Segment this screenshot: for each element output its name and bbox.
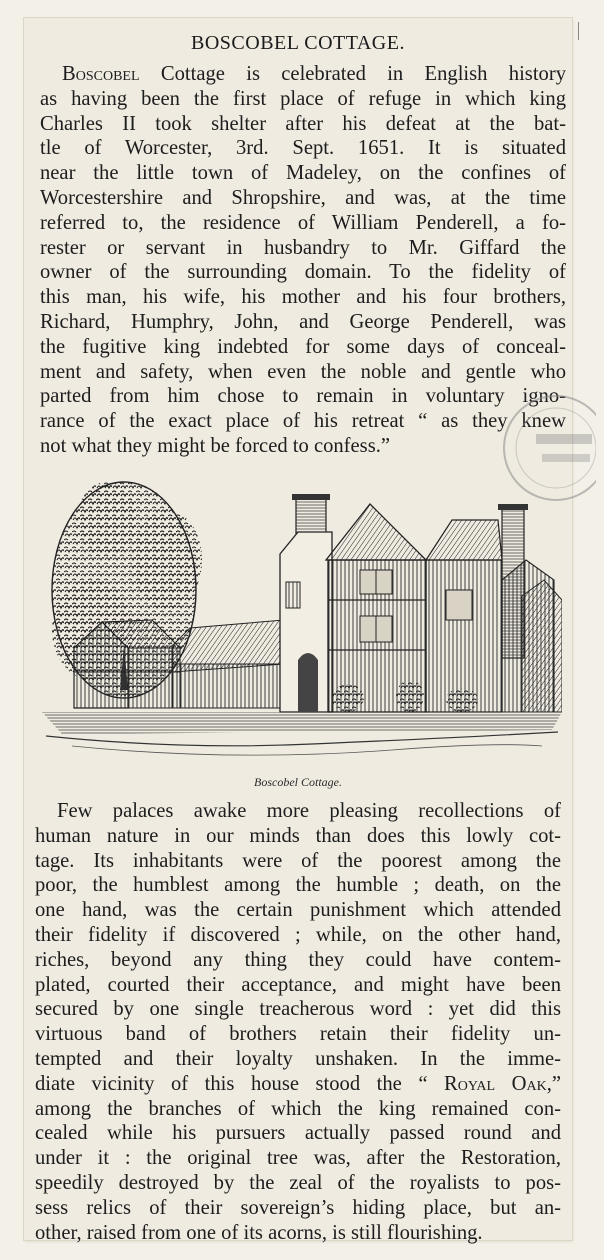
text-line: owner of the surrounding domain. To the fidelity of — [40, 261, 566, 284]
article-title: BOSCOBEL COTTAGE. — [191, 32, 405, 54]
text-line: Boscobel Cottage is celebrated in English history — [62, 63, 566, 85]
text-line: the fugitive king indebted for some days of conceal- — [40, 335, 566, 358]
text-line: rester or servant in husbandry to Mr. Giffard the — [40, 236, 566, 259]
text-line: parted from him chose to remain in voluntary igno- — [40, 385, 566, 408]
text-line: Richard, Humphry, John, and George Penderell, was — [40, 310, 566, 333]
text-line: not what they might be forced to confess.” — [40, 434, 390, 457]
text-line: ment and safety, when even the noble and gentle who — [40, 360, 566, 383]
text-line: human nature in our minds than does this lowly cot- — [35, 824, 561, 847]
text-line: plated, courted their acceptance, and might have been — [35, 973, 561, 996]
royal-oak: Royal Oak,” — [444, 1072, 561, 1095]
text-line: poor, the humblest among the humble ; death, on the — [35, 874, 561, 897]
text-line: tempted and their loyalty unshaken. In the imme- — [35, 1047, 561, 1070]
text-line: Few palaces awake more pleasing recollections of — [57, 800, 561, 822]
text-line: other, raised from one of its acorns, is still flourishing. — [35, 1221, 483, 1244]
text-line: one hand, was the certain punishment which attended — [35, 899, 561, 922]
dropword: Boscobel — [62, 63, 140, 85]
text-line: cealed while his pursuers actually passed round and — [35, 1122, 561, 1145]
barn-left — [74, 620, 180, 708]
ground — [42, 712, 562, 755]
text-line: as having been the first place of refuge in which king — [40, 87, 566, 110]
text-line: near the little town of Madeley, on the confines of — [40, 162, 566, 185]
edge-mark — [578, 22, 579, 40]
shed — [172, 620, 284, 708]
text-line: under it : the original tree was, after the Restoration, — [35, 1147, 561, 1170]
newspaper-clipping — [24, 18, 572, 1244]
text-line: diate vicinity of this house stood the “ Royal Oak,” — [35, 1072, 561, 1095]
text-line: this man, his wife, his mother and his four brothers, — [40, 286, 566, 309]
text-line: virtuous band of brothers retain their fidelity un- — [35, 1023, 561, 1046]
text-line: Worcestershire and Shropshire, and was, at the time — [40, 186, 566, 209]
text-line: their fidelity if discovered ; while, on the other hand, — [35, 923, 561, 946]
text-line: speedily destroyed by the zeal of the royalists to pos- — [35, 1171, 561, 1194]
text-line: referred to, the residence of William Penderell, a fo- — [40, 211, 566, 234]
text-line: tle of Worcester, 3rd. Sept. 1651. It is situated — [40, 137, 566, 160]
paragraph-2 — [35, 799, 561, 1245]
text-line: rance of the exact place of his retreat “ as they knew — [40, 410, 566, 433]
text-line: tage. Its inhabitants were of the poorest among the — [35, 849, 561, 872]
text-line: secured by one single treacherous word : yet did this — [35, 998, 561, 1021]
text-line: Charles II took shelter after his defeat at the bat- — [40, 112, 566, 135]
text-line: riches, beyond any thing they could have contem- — [35, 948, 561, 971]
text-line: sess relics of their sovereign’s hiding place, but an- — [35, 1196, 561, 1219]
text-line: among the branches of which the king remained con- — [35, 1097, 561, 1120]
figure-caption: Boscobel Cottage. — [254, 775, 342, 789]
postmark-stamp — [476, 388, 596, 528]
